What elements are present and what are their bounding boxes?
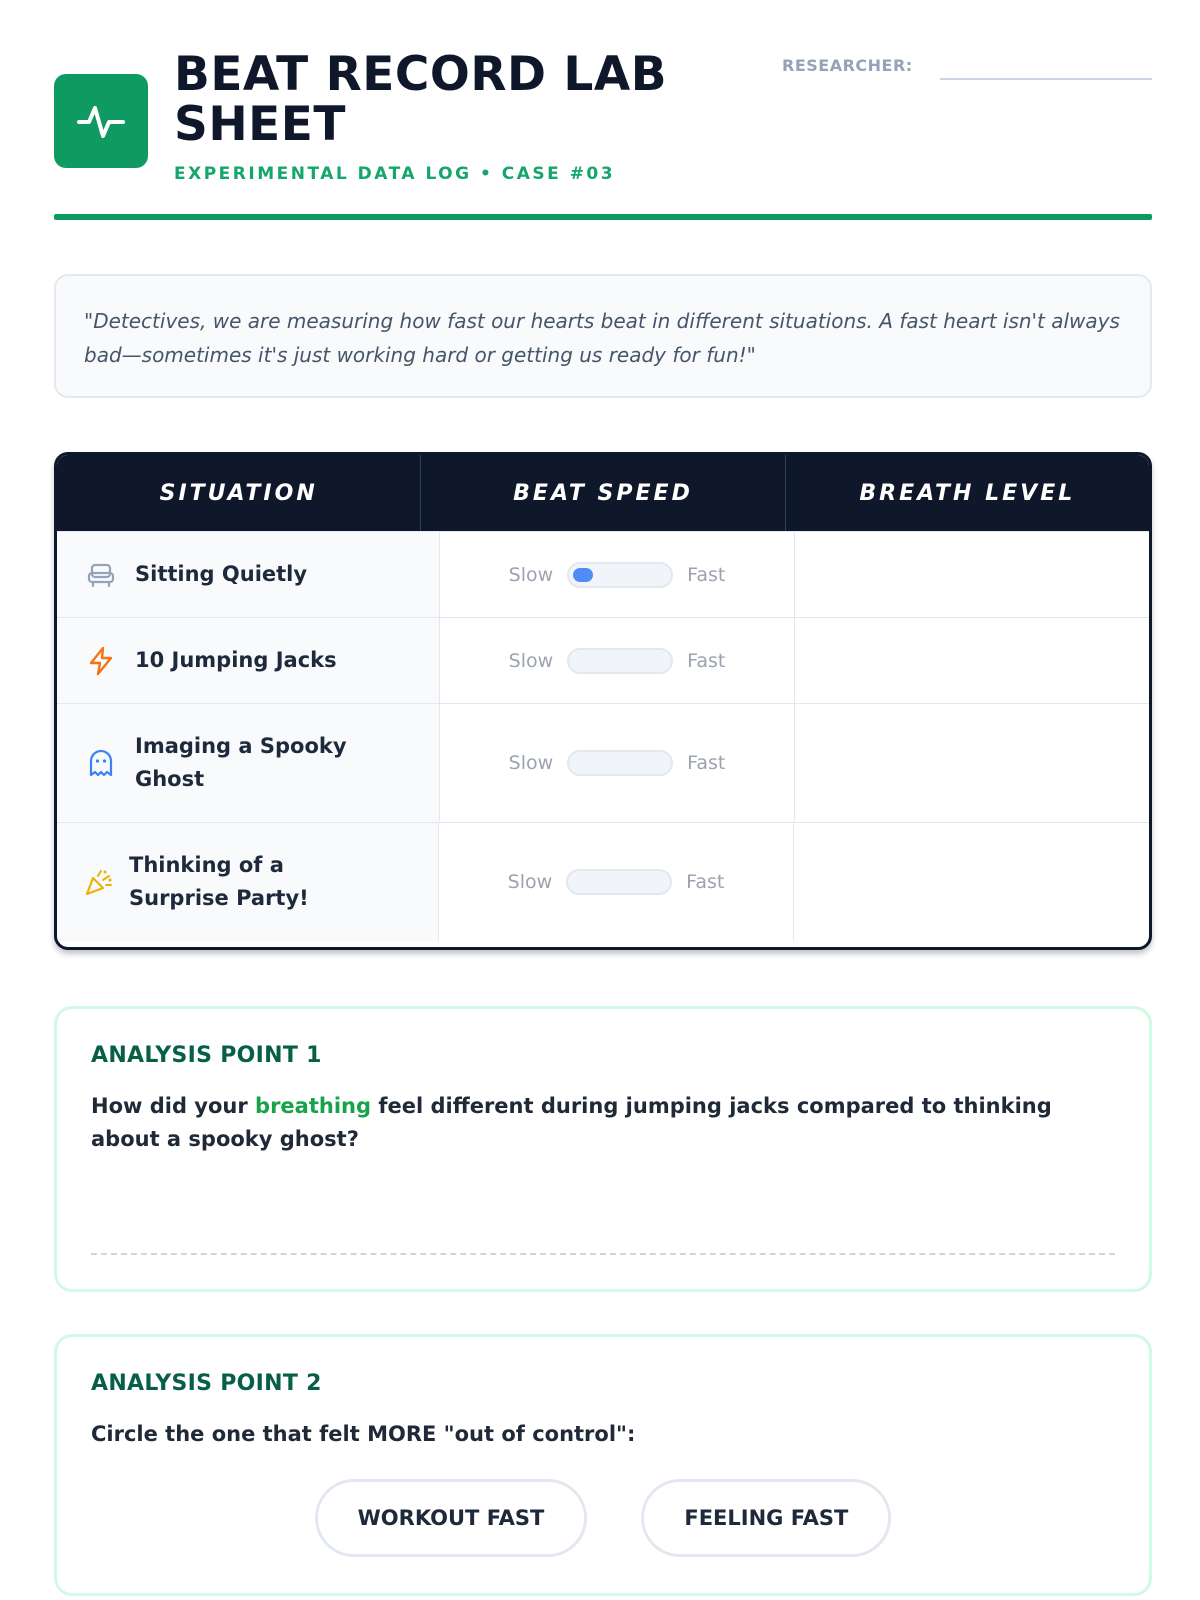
question-highlight: breathing [255,1094,372,1118]
analysis-point-2-title: ANALYSIS POINT 2 [91,1371,322,1396]
situation-label: Thinking of a Surprise Party! [129,853,309,910]
question-text-start: How did your [91,1094,256,1118]
beat-speed-slider[interactable] [566,869,672,895]
intro-quote-text: "Detectives, we are measuring how fast our hearts beat in different situations. A fast heart isn't always bad—sometimes it's just working hard or getting us ready for fun!" [84,309,1120,367]
page-title: BEAT RECORD LAB SHEET [174,47,668,152]
beat-record-table [54,452,1152,950]
researcher-input-line[interactable] [940,78,1152,80]
table-header [57,455,1149,531]
breath-level-cell[interactable] [795,704,1149,822]
beat-speed-cell [440,618,795,703]
slow-label: Slow [508,649,554,672]
analysis-point-2 [54,1334,1152,1596]
choice-feeling-fast[interactable]: FEELING FAST [641,1479,891,1557]
ghost-icon [85,747,117,779]
table-row [57,822,1149,941]
header [54,0,1152,222]
fast-label: Fast [687,752,726,774]
situation-label: Sitting Quietly [135,562,308,586]
fast-label: Fast [687,649,726,672]
situation-cell [57,532,440,617]
analysis-point-1 [54,1006,1152,1292]
breath-level-cell[interactable] [795,618,1149,703]
beat-speed-cell [440,532,795,617]
slow-label: Slow [508,752,554,774]
lab-sheet-page [54,0,1152,1530]
column-header-breath-level: BREATH LEVEL [859,480,1076,506]
slow-label: Slow [508,563,554,586]
choice-workout-fast[interactable]: WORKOUT FAST [315,1479,588,1557]
table-row [57,617,1149,703]
situation-label: 10 Jumping Jacks [135,648,337,672]
situation-cell [57,704,440,822]
analysis-point-2-prompt: Circle the one that felt MORE "out of control": [91,1422,636,1446]
beat-speed-slider[interactable] [567,750,673,776]
table-row [57,703,1149,822]
heartbeat-pulse-icon [76,96,126,146]
armchair-icon [85,559,117,591]
fast-label: Fast [686,871,725,893]
header-divider [54,214,1152,220]
analysis-point-1-title: ANALYSIS POINT 1 [91,1043,322,1068]
column-header-situation: SITUATION [57,455,421,531]
situation-cell [57,618,440,703]
breath-level-cell[interactable] [794,823,1149,941]
fast-label: Fast [687,563,726,586]
intro-quote [54,274,1152,398]
beat-speed-cell [439,823,795,941]
analysis-point-1-question [91,1090,1115,1156]
beat-speed-slider[interactable] [567,648,673,674]
situation-label: Imaging a Spooky Ghost [135,734,347,791]
researcher-field[interactable] [782,56,1152,82]
question-text-end: feel different during jumping jacks compared to thinking about a spooky ghost? [91,1094,1052,1151]
column-header-beat-speed: BEAT SPEED [421,455,785,531]
slow-label: Slow [507,871,553,893]
table-row [57,531,1149,617]
answer-line[interactable] [91,1253,1115,1255]
researcher-label: RESEARCHER: [782,56,913,75]
situation-cell [57,823,439,941]
choice-group [91,1479,1115,1557]
page-subtitle: EXPERIMENTAL DATA LOG • CASE #03 [174,164,616,184]
lightning-icon [85,645,117,677]
beat-speed-slider[interactable] [567,562,673,588]
beat-speed-slider-fill [573,568,593,582]
beat-speed-cell [440,704,795,822]
logo [54,74,148,168]
breath-level-cell[interactable] [795,532,1149,617]
party-popper-icon [83,866,115,898]
